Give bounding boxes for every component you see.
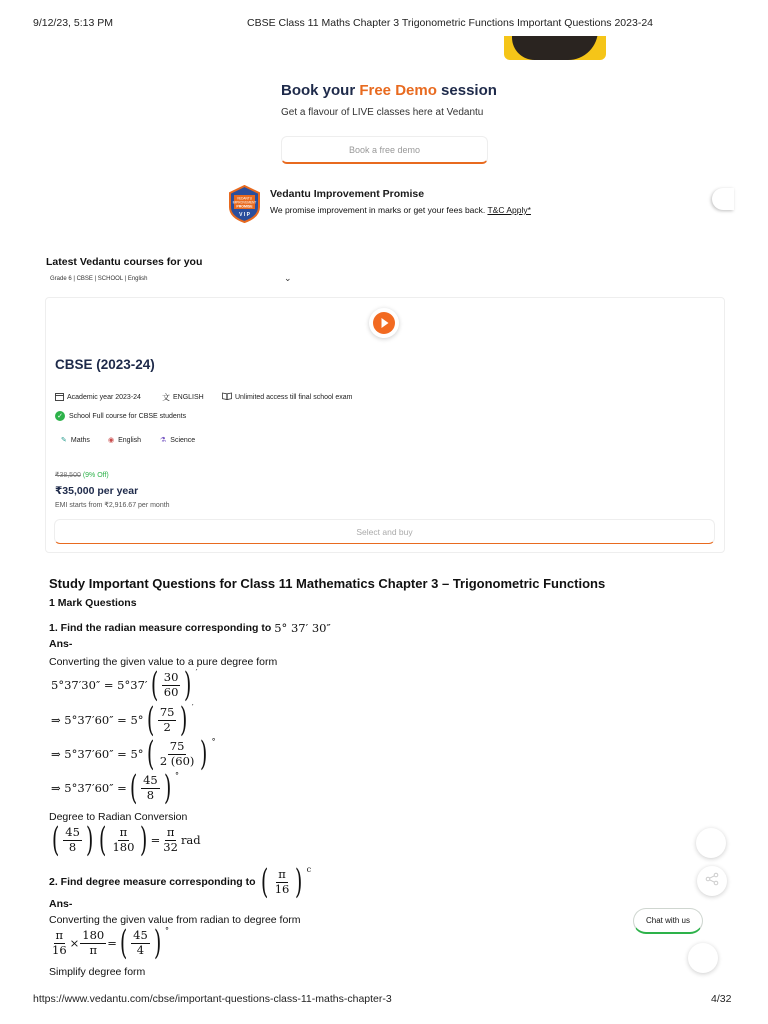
q1-equation-2: ⇒ 5°37′60″ = 5° ( $\frac{75}{2}$ ) ′ [51, 700, 194, 740]
course-price: ₹35,000 per year [55, 485, 139, 497]
emi-note: EMI starts from ₹2,916.67 per month [55, 502, 170, 509]
subject-english: ◉ English [108, 436, 142, 444]
print-url: https://www.vedantu.com/cbse/important-questions-class-11-maths-chapter-3 [33, 993, 392, 1005]
academic-year: Academic year 2023-24 [55, 392, 141, 403]
vip-badge-icon [228, 185, 261, 223]
courses-filter-select[interactable]: Grade 6 | CBSE | SCHOOL | English [50, 276, 148, 282]
chat-launcher-button[interactable] [688, 943, 718, 973]
floating-action-button[interactable] [696, 828, 726, 858]
course-title: CBSE (2023-24) [55, 357, 155, 372]
q1-step-2: Degree to Radian Conversion [49, 811, 188, 823]
course-language: 文 ENGLISH [162, 393, 204, 402]
q1-equation-1: 5°37′30″ = 5°37′ ( $\frac{30}{60}$ ) ′ [51, 665, 198, 705]
question-1: 1. Find the radian measure corresponding to 5° 37′ 30″ [49, 621, 331, 635]
presenter-photo [504, 36, 606, 60]
q2-ans-label: Ans- [49, 898, 73, 910]
demo-title: Book your Free Demo session [281, 82, 497, 99]
promise-title: Vedantu Improvement Promise [270, 188, 425, 200]
q1-step-1: Converting the given value to a pure degree form [49, 656, 278, 668]
article-subheading: 1 Mark Questions [49, 597, 137, 609]
demo-subtitle: Get a flavour of LIVE classes here at Vedantu [281, 107, 484, 118]
book-demo-button[interactable]: Book a free demo [281, 136, 488, 164]
print-datetime: 9/12/23, 5:13 PM [33, 17, 113, 29]
q2-equation-1: $\frac{\pi}{16}$ × $\frac{180}{\pi}$ = ( $\frac{45}{4}$ ) ° [52, 923, 170, 963]
courses-title: Latest Vedantu courses for you [46, 256, 203, 268]
check-icon: ✓ [55, 411, 65, 421]
original-price: ₹38,500 (9% Off) [55, 472, 109, 479]
translate-icon: 文 [162, 393, 170, 402]
ruler-icon: ✎ [61, 437, 67, 444]
q1-equation-5: ( $\frac{45}{8}$ ) ( $\frac{\pi}{180}$ ) = $\frac{\pi}{32}$ rad [51, 820, 201, 860]
book-icon [222, 392, 232, 402]
chevron-down-icon[interactable]: ⌄ [284, 273, 292, 283]
q1-ans-label: Ans- [49, 638, 73, 650]
tc-apply-link[interactable]: T&C Apply* [487, 205, 531, 215]
play-icon [369, 308, 399, 338]
share-icon [705, 872, 719, 891]
calendar-icon [55, 392, 64, 403]
svg-text:PROMISE: PROMISE [236, 204, 253, 209]
q2-step-2: Simplify degree form [49, 966, 146, 978]
q1-equation-4: ⇒ 5°37′60″ = ( $\frac{45}{8}$ ) ° [51, 768, 179, 808]
select-and-buy-button[interactable]: Select and buy [54, 519, 715, 544]
q1-value: 5° 37′ 30″ [274, 621, 331, 635]
play-video-button[interactable] [369, 308, 399, 338]
svg-text:IMPROVEMENT: IMPROVEMENT [232, 200, 257, 205]
svg-text:VEDANTU: VEDANTU [236, 196, 253, 201]
svg-text:V I P: V I P [239, 212, 250, 218]
article-heading: Study Important Questions for Class 11 Mathematics Chapter 3 – Trigonometric Functions [49, 576, 606, 591]
flask-icon: ⚗ [160, 437, 167, 444]
subject-science: ⚗ Science [160, 436, 196, 444]
share-button[interactable] [697, 866, 727, 896]
q1-equation-3: ⇒ 5°37′60″ = 5° ( $\frac{75}{2 (60)}$ ) ° [51, 734, 216, 774]
side-toggle-button[interactable] [712, 188, 734, 210]
chat-with-us-button[interactable]: Chat with us [633, 908, 703, 934]
question-2: 2. Find degree measure corresponding to ( $\frac{\pi}{16}$ ) c [49, 862, 312, 902]
full-course-note: ✓ School Full course for CBSE students [55, 411, 186, 421]
q2-step-1: Converting the given value from radian to degree form [49, 914, 301, 926]
q2-value: ( $\frac{\pi}{16}$ ) c [261, 862, 312, 902]
access-duration: Unlimited access till final school exam [222, 392, 353, 402]
print-page-title: CBSE Class 11 Maths Chapter 3 Trigonometric Functions Important Questions 2023-24 [247, 17, 653, 29]
print-page-number: 4/32 [711, 993, 732, 1005]
subject-maths: ✎ Maths [61, 436, 90, 444]
globe-icon: ◉ [108, 437, 115, 444]
promise-text: We promise improvement in marks or get your fees back. T&C Apply* [270, 205, 531, 215]
